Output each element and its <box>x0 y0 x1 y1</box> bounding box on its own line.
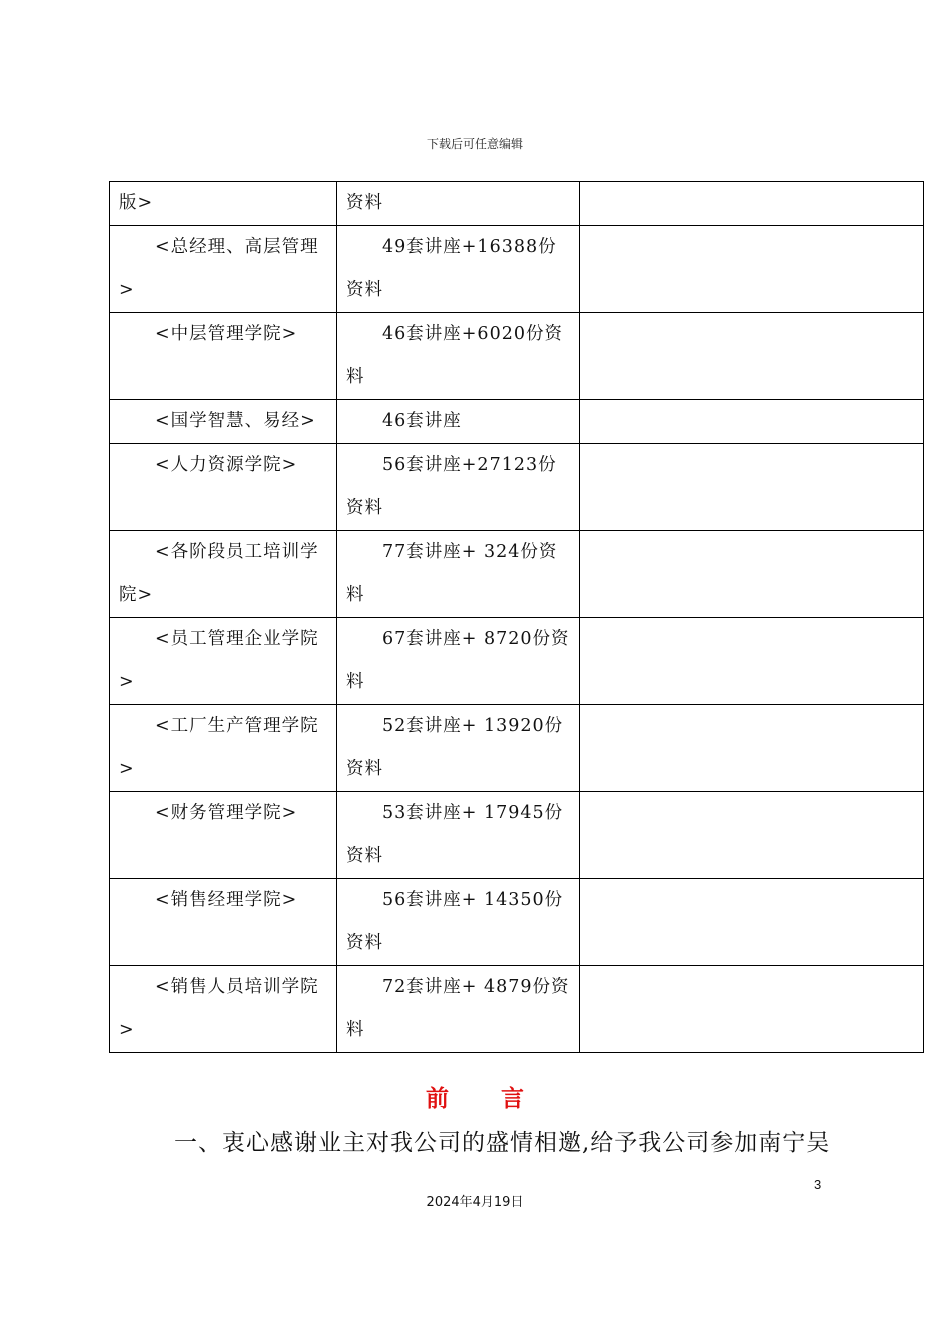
row-name-cell: <人力资源学院> <box>110 444 337 531</box>
row-note-cell <box>580 966 924 1053</box>
intro-paragraph: 一、衷心感谢业主对我公司的盛情相邀,给予我公司参加南宁吴 <box>174 1130 831 1156</box>
row-name-cell: 版> <box>110 182 337 226</box>
row-resources-cell: 72套讲座+ 4879份资料 <box>337 966 580 1053</box>
table-row <box>110 879 924 966</box>
row-resources-cell: 52套讲座+ 13920份资料 <box>337 705 580 792</box>
row-name-cell: <财务管理学院> <box>110 792 337 879</box>
row-note-cell <box>580 226 924 313</box>
row-name-cell: <中层管理学院> <box>110 313 337 400</box>
row-resources-cell: 53套讲座+ 17945份资料 <box>337 792 580 879</box>
row-resources-cell: 46套讲座+6020份资料 <box>337 313 580 400</box>
table-row <box>110 618 924 705</box>
row-note-cell <box>580 400 924 444</box>
row-note-cell <box>580 618 924 705</box>
row-note-cell <box>580 792 924 879</box>
table-row <box>110 792 924 879</box>
table-row <box>110 182 924 226</box>
row-name-cell: <工厂生产管理学院> <box>110 705 337 792</box>
row-note-cell <box>580 531 924 618</box>
row-name-cell: <销售经理学院> <box>110 879 337 966</box>
row-resources-cell: 56套讲座+ 14350份资料 <box>337 879 580 966</box>
row-note-cell <box>580 879 924 966</box>
page-number: 3 <box>814 1177 822 1192</box>
table-row <box>110 226 924 313</box>
row-resources-cell: 49套讲座+16388份资料 <box>337 226 580 313</box>
section-title: 前言 <box>426 1085 576 1112</box>
table-row <box>110 400 924 444</box>
page-footer-date: 2024年4月19日 <box>426 1195 524 1210</box>
row-resources-cell: 资料 <box>337 182 580 226</box>
table-row <box>110 531 924 618</box>
row-name-cell: <总经理、高层管理> <box>110 226 337 313</box>
row-resources-cell: 67套讲座+ 8720份资料 <box>337 618 580 705</box>
row-resources-cell: 77套讲座+ 324份资料 <box>337 531 580 618</box>
row-note-cell <box>580 444 924 531</box>
row-resources-cell: 56套讲座+27123份资料 <box>337 444 580 531</box>
row-name-cell: <销售人员培训学院> <box>110 966 337 1053</box>
table-row <box>110 444 924 531</box>
row-note-cell <box>580 705 924 792</box>
row-resources-cell: 46套讲座 <box>337 400 580 444</box>
row-note-cell <box>580 313 924 400</box>
row-name-cell: <国学智慧、易经> <box>110 400 337 444</box>
table-row <box>110 313 924 400</box>
page-header: 下载后可任意编辑 <box>426 137 523 151</box>
row-name-cell: <员工管理企业学院> <box>110 618 337 705</box>
row-note-cell <box>580 182 924 226</box>
table-row <box>110 966 924 1053</box>
row-name-cell: <各阶段员工培训学院> <box>110 531 337 618</box>
table-row <box>110 705 924 792</box>
course-catalog-table <box>109 181 924 1053</box>
